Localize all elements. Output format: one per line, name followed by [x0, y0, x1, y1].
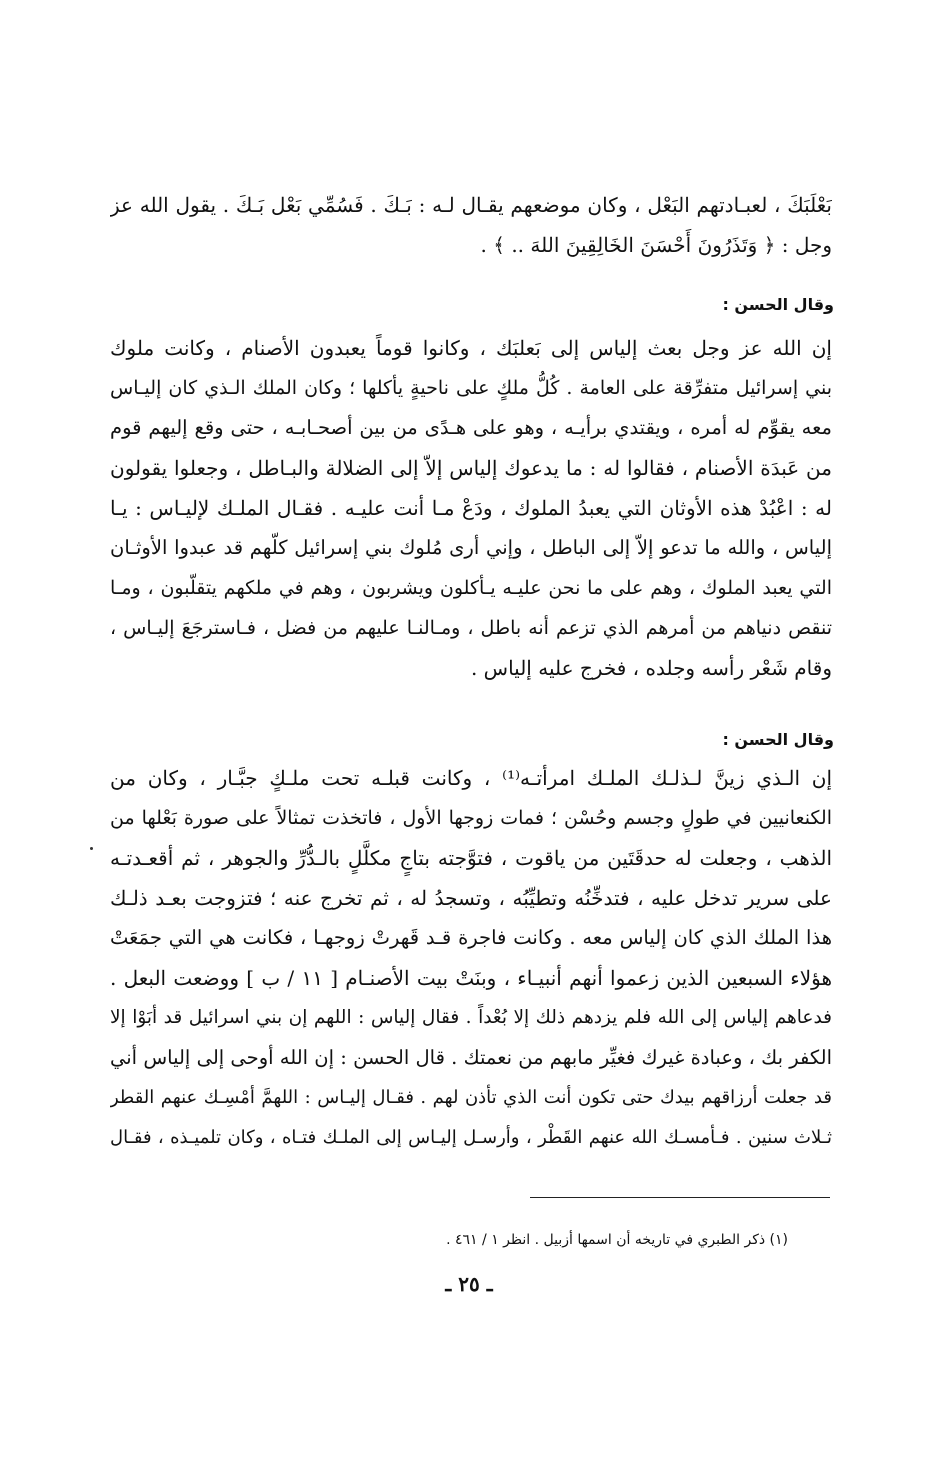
- text-line: على سرير تدخل عليه ، فتدخِّنُه وتطيِّبُه ، وتسجدُ له ، ثم تخرج عنه ؛ فتزوجت بعـد ذلـك: [110, 886, 832, 910]
- page-number: ـ ٢٥ ـ: [445, 1272, 493, 1296]
- text-line: وقام شَعْر رأسه وجلده ، فخرج عليه إلياس .: [470, 656, 832, 680]
- text-line: هذا الملك الذي كان إلياس معه . وكانت فاجرة قـد قَهرتْ زوجهـا ، فكانت هي التي جمَعَتْ: [110, 926, 832, 949]
- footnote: (١) ذكر الطبري في تاريخه أن اسمها أزبيل . انظر ١ / ٤٦١ .: [446, 1232, 788, 1248]
- text-line: بني إسرائيل متفرِّقة على العامة . كُلُّ ملكٍ على ناحيةٍ يأكلها ؛ وكان الملك الـذي كان إليـاس: [110, 377, 832, 399]
- text-line: تنقص دنياهم من أمرهم الذي تزعم أنه باطل ، ومـالنـا عليهم من فضل ، فـاسترجَعَ إليـاس ،: [110, 617, 832, 639]
- section-2-paragraph: [110, 758, 832, 1158]
- text-line: وجل : ﴿ وَتَذَرُونَ أَحْسَنَ الخَالِقِينَ اللهَ .. ﴾ .: [480, 233, 832, 257]
- section-heading: وقال الحسن :: [722, 295, 834, 314]
- text-line: التي يعبد الملوك ، وهم على ما نحن عليـه يـأكلون ويشربون ، وهم في ملكهم يتقلّبون ، ومـا: [110, 577, 832, 599]
- text-line: من عَبدَة الأصنام ، فقالوا له : ما يدعوك إلياس إلاّ إلى الضلالة والبـاطل ، وجعلوا يقولون: [110, 456, 832, 480]
- section-1-paragraph: [110, 328, 832, 688]
- text-line: فدعاهم إلياس إلى الله فلم يزدهم ذلك إلا بُعْداً . فقال إلياس : اللهم إن بني اسرائيل قد أبَوْا إلا: [110, 1007, 832, 1028]
- text-line: إلياس ، والله ما تدعو إلاّ إلى الباطل ، وإني أرى مُلوك بني إسرائيل كلّهم قد عبدوا الأوثـان: [110, 536, 832, 559]
- section-heading: وقال الحسن :: [722, 730, 834, 749]
- text-line: معه يقوِّم له أمره ، ويقتدي برأيـه ، وهو على هـدًى من بين أصحـابـه ، حتى وقع إليهم قوم: [110, 416, 832, 439]
- text-line: الكفر بك ، وعبادة غيرك فغيِّر مابهم من نعمتك . قال الحسن : إن الله أوحى إلى إلياس أني: [110, 1046, 832, 1069]
- text-line: هؤلاء السبعين الذين زعموا أنهم أنبيـاء ، وبنَتْ بيت الأصنـام [ ١١ / ب ] ووضعت البعل .: [110, 966, 832, 990]
- text-line: إن الله عز وجل بعث إلياس إلى بَعلبَك ، وكانوا قوماً يعبدون الأصنام ، وكانت ملوك: [110, 336, 832, 360]
- text-line: له : اعْبُدْ هذه الأوثان التي يعبدُ الملوك ، ودَعْ مـا أنت عليـه . فقـال الملـك لإليـاس : يـا: [110, 496, 832, 520]
- text-line: الكنعانيين في طولٍ وجسم وحُسْن ؛ فمات زوجها الأول ، فاتخذت تمثالاً على صورة بَعْلها من: [110, 807, 832, 829]
- opening-paragraph: [110, 185, 832, 265]
- footnote-divider: [530, 1197, 830, 1198]
- text-line: ثـلاث سنين . فـأمسـك الله عنهم القَطْر ، وأرسـل إليـاس إلى الملـك فتـاه ، وكان تلميـذه ، فقـال: [110, 1127, 832, 1148]
- text-line: الذهب ، وجعلت له حدقَتَين من ياقوت ، فتوَّجته بتاجٍ مكلَّلٍ بالـدُّرِّ والجوهر ، ثم أقعـدتـه: [110, 846, 832, 870]
- text-line: إن الـذي زينَّ لـذلـك الملـك امرأتـه⁽¹⁾ ، وكانت قبلـه تحت ملـكٍ جبَّـار ، وكان من: [110, 766, 832, 790]
- text-line: قد جعلت أرزاقهم بيدك حتى تكون أنت الذي تأذن لهم . فقـال إليـاس : اللهمَّ أمْسِـك عنهم القطر: [110, 1087, 832, 1108]
- print-speck: [90, 847, 93, 850]
- text-line: بَعْلَبَكَ ، لعبـادتهم البَعْل ، وكان موضعهم يقـال لـه : بَـكَ . فَسُمِّي بَعْل بَـكَ . يقول الله عز: [110, 193, 832, 217]
